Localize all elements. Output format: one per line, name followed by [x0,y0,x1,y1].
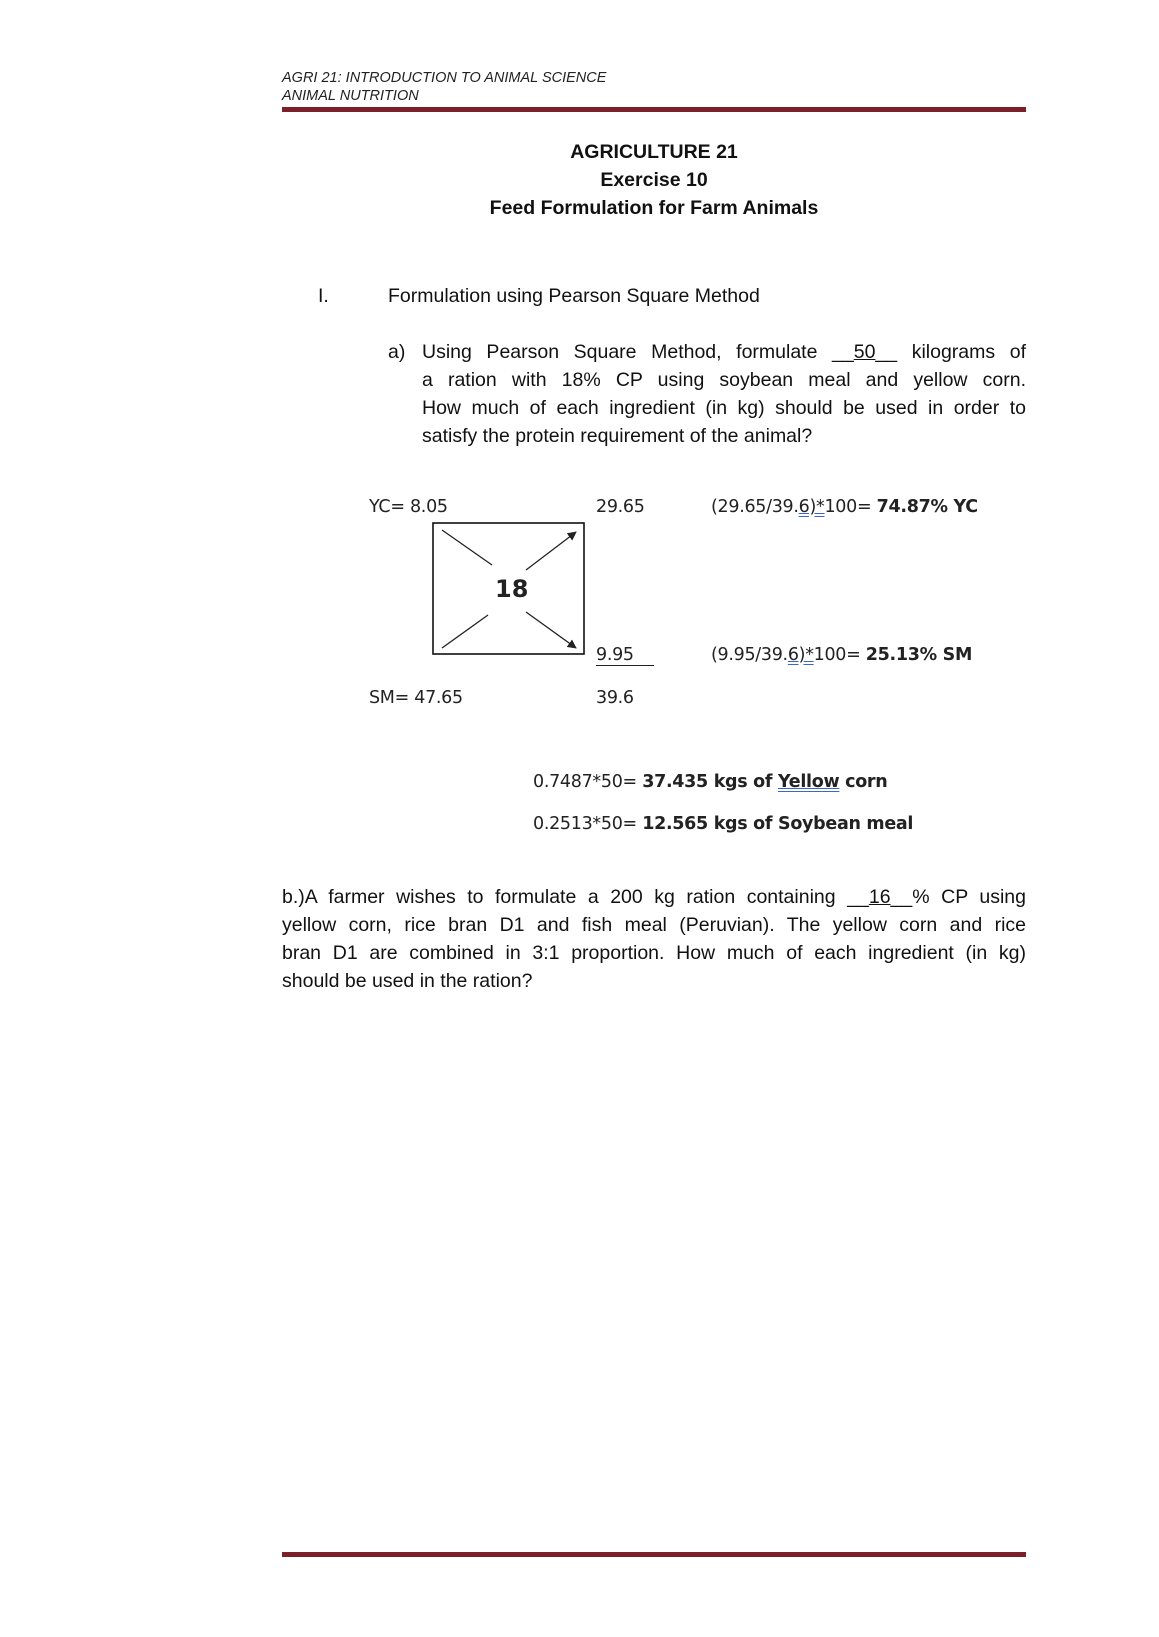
yellow-corn-percent-calc: (29.65/39.6)*100= 74.87% YC [711,497,978,517]
arrow-to-top-right [526,532,576,570]
header-rule [282,107,1026,112]
title-exercise: Exercise 10 [600,169,708,191]
question-b-line-4: should be used in the ration? [282,970,533,992]
blank-crude-protein: 16 [868,886,891,908]
yellow-corn-amount: 0.7487*50= 37.435 kgs of Yellow corn [533,772,888,792]
blank-kilograms: 50 [853,341,876,363]
soybean-meal-protein: SM= 47.65 [369,688,463,708]
question-a-line-2: a ration with 18% CP using soybean meal and yellow corn. [422,369,1026,391]
title-course: AGRICULTURE 21 [570,141,738,163]
question-a-label: a) [388,341,406,363]
question-a-line-4: satisfy the protein requirement of the animal? [422,425,813,447]
footer-rule [282,1552,1026,1557]
section-numeral: I. [318,285,329,307]
section-heading: Formulation using Pearson Square Method [388,285,760,307]
diagonal-line-top-left [442,530,492,565]
soybean-meal-amount: 0.2513*50= 12.565 kgs of Soybean meal [533,814,914,834]
diagonal-line-bottom-left [442,615,488,648]
total-parts: 39.6 [596,688,634,708]
yellow-corn-parts: 29.65 [596,497,645,517]
question-a-text [422,338,1026,450]
soybean-meal-percent: 25.13% SM [865,645,973,665]
yellow-corn-protein: YC= 8.05 [369,497,448,517]
soybean-meal-percent-calc: (9.95/39.6)*100= 25.13% SM [711,645,973,665]
yellow-corn-percent: 74.87% YC [876,497,978,517]
question-a-line-1: Using Pearson Square Method, formulate __50__ kilograms of [422,341,1026,363]
question-b-line-2: yellow corn, rice bran D1 and fish meal (Peruvian). The yellow corn and rice [282,914,1026,936]
pearson-center-value: 18 [495,575,529,603]
title-topic: Feed Formulation for Farm Animals [489,197,819,219]
question-b-line-3: bran D1 are combined in 3:1 proportion. How much of each ingredient (in kg) [282,942,1026,964]
question-b-text [282,883,1026,995]
header-topic-line: ANIMAL NUTRITION [282,88,419,104]
soybean-meal-parts: 9.95 [596,645,654,666]
question-a-line-3: How much of each ingredient (in kg) should be used in order to [422,397,1026,419]
header-course-line: AGRI 21: INTRODUCTION TO ANIMAL SCIENCE [282,70,607,86]
question-b-line-1: b.)A farmer wishes to formulate a 200 kg ration containing __16__% CP using [282,886,1027,908]
arrow-to-bottom-right [526,612,576,648]
